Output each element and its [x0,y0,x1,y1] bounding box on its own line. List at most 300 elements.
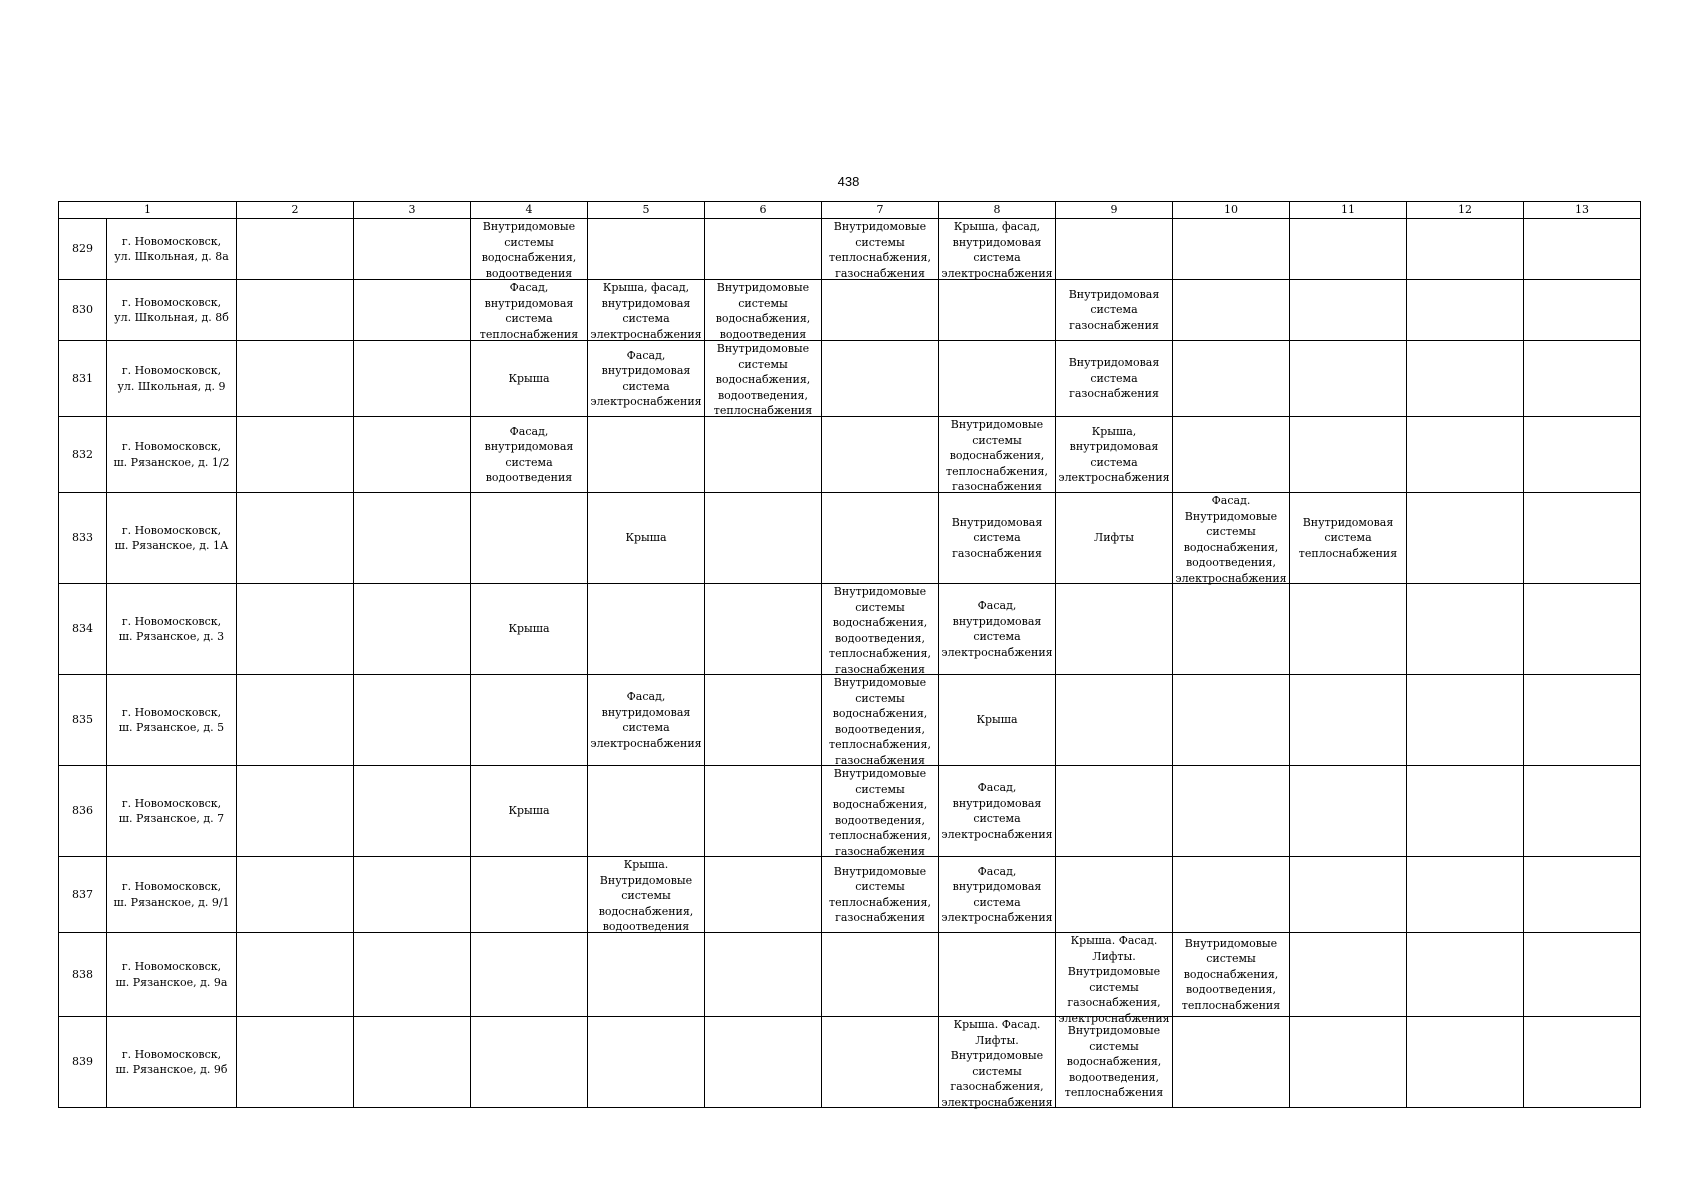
cell-text-line: теплоснабжения, [946,464,1048,478]
work-cell [471,766,588,857]
column-header: 9 [1056,202,1173,219]
cell-text-line: Фасад, [626,348,666,362]
cell-text-line: Внутридомовая [951,515,1043,529]
cell-text-line: Фасад, [977,781,1017,794]
cell-text-line: система [505,312,553,325]
work-cell [1056,584,1173,675]
col-3-cell [354,493,471,584]
work-cell [822,584,939,675]
work-cell [588,857,705,933]
work-cell [1290,675,1407,766]
row-number: 835 [59,675,107,766]
work-cell-text [824,584,936,674]
work-cell-text [941,598,1053,660]
table-row [59,857,1641,933]
work-cell [822,766,939,857]
col-3-cell [354,584,471,675]
row-number: 836 [59,766,107,857]
work-cell [705,219,822,280]
col-3-cell [354,766,471,857]
cell-text-line: ш. Рязанское, д. 9а [115,975,228,989]
cell-text-line: система [622,312,670,325]
work-cell-text [824,766,936,856]
cell-text-line: Внутридомовые [1184,936,1278,950]
work-cell [1173,766,1290,857]
work-cell [1056,857,1173,933]
work-cell [1173,341,1290,417]
cell-text-line: система [1090,303,1138,317]
cell-text-line: системы [504,235,554,249]
work-cell [1290,341,1407,417]
work-cell [822,675,939,766]
cell-text-line: электроснабжения [590,736,702,750]
col-2-cell [237,1017,354,1108]
cell-text-line: система [622,379,670,393]
cell-text-line: Крыша, [1091,424,1137,438]
cell-text-line: водоотведения, [834,813,925,827]
cell-text-line: Внутридомовые [599,873,693,887]
work-cell [471,857,588,933]
cell-text-line: системы [1089,980,1139,994]
col-3-cell [354,417,471,493]
cell-text-line: теплоснабжения [479,327,579,341]
work-cell [1524,341,1641,417]
cell-text-line: водоотведения [485,266,573,280]
cell-text-line: ул. Школьная, д. 9 [117,379,226,393]
work-cell [1290,280,1407,341]
work-cell [471,219,588,280]
cell-text-line: газоснабжения [835,266,925,280]
work-cell [1056,766,1173,857]
work-cell-text [1175,936,1287,1014]
cell-text-line: ш. Рязанское, д. 3 [118,630,225,643]
cell-text-line: электроснабжения [590,395,702,408]
cell-text-line: внутридомовая [952,796,1042,810]
work-cell [1173,857,1290,933]
work-cell [588,219,705,280]
cell-text-line: газоснабжения, [950,1080,1044,1093]
cell-text-line: внутридомовая [1069,440,1159,453]
work-cell [1056,1017,1173,1108]
work-cell [1407,341,1524,417]
cell-text-line: водоотведения [602,920,690,933]
work-cell-text [1058,933,1170,1025]
col-3-cell [354,857,471,933]
work-cell [1056,417,1173,493]
work-cell-text [590,530,702,546]
cell-text-line: электроснабжения [1175,571,1287,585]
work-cell [1524,857,1641,933]
cell-text-line: системы [972,1064,1022,1078]
cell-text-line: система [1090,455,1138,469]
table-row [59,280,1641,341]
cell-text-line: водоотведения, [1068,1070,1159,1084]
cell-text-line: система [622,721,670,734]
work-cell [1173,493,1290,584]
work-cell [1290,417,1407,493]
cell-text-line: водоотведения [719,327,807,341]
cell-text-line: система [1090,371,1138,385]
work-cell [705,933,822,1017]
work-cell [1173,584,1290,675]
column-header: 7 [822,202,939,219]
address-cell [107,584,237,675]
row-number: 838 [59,933,107,1017]
cell-text-line: водоснабжения, [949,449,1045,462]
cell-text-line: электроснабжения [941,1095,1053,1109]
cell-text-line: водоотведения [485,471,573,484]
work-cell [705,675,822,766]
work-cell [1173,417,1290,493]
work-cell [588,766,705,857]
work-cell [1407,766,1524,857]
work-cell [1173,933,1290,1017]
cell-text-line: Лифты. [975,1033,1019,1047]
cell-text-line: г. Новомосковск, [121,880,222,893]
cell-text-line: Внутридомовые [482,220,576,233]
work-cell [588,584,705,675]
cell-text-line: водоснабжения, [1066,1055,1162,1069]
work-cell [1524,493,1641,584]
table-row [59,219,1641,280]
cell-text-line: ш. Рязанское, д. 1/2 [113,455,230,469]
work-cell [1056,933,1173,1025]
work-cell [471,280,588,341]
col-3-cell [354,933,471,1017]
cell-text-line: Внутридомовые [833,676,927,689]
cell-text-line: теплоснабжения [1298,546,1398,560]
cell-text-line: ш. Рязанское, д. 1А [114,539,229,552]
work-cell [705,341,822,417]
work-cell-text [707,341,819,416]
cell-text-line: теплоснабжения [1181,998,1281,1012]
work-cell [939,341,1056,417]
work-cell-text [824,864,936,926]
cell-text-line: г. Новомосковск, [121,705,222,719]
cell-text-line: система [973,895,1021,909]
cell-text-line: водоснабжения, [598,904,694,918]
row-number: 834 [59,584,107,675]
work-cell [939,219,1056,280]
work-cell [1173,219,1290,280]
cell-text-line: Фасад, [977,599,1017,612]
work-cell-text [941,417,1053,492]
work-cell [1290,933,1407,1017]
cell-text-line: водоснабжения, [715,373,811,386]
work-cell-text [473,803,585,819]
cell-text-line: Крыша [625,531,667,545]
cell-text-line: теплоснабжения, [829,251,931,264]
col-2-cell [237,857,354,933]
work-cell [705,766,822,857]
cell-text-line: Внутридомовые [833,767,927,780]
work-cell-text [941,864,1053,926]
cell-text-line: внутридомовая [601,364,691,377]
work-cell [1524,417,1641,493]
cell-text-line: водоснабжения, [832,798,928,811]
cell-text-line: водоснабжения, [481,251,577,264]
cell-text-line: Крыша. [623,858,669,871]
work-cell [588,493,705,584]
work-cell [939,493,1056,584]
cell-text-line: Крыша [976,713,1018,727]
col-3-cell [354,280,471,341]
work-cell-text [1292,515,1404,562]
work-cell [1056,219,1173,280]
work-cell-text [473,621,585,637]
work-cell-text [473,424,585,486]
cell-text-line: Крыша, фасад, [953,220,1041,233]
col-2-cell [237,280,354,341]
address-cell [107,675,237,766]
address-cell [107,1017,237,1108]
col-2-cell [237,766,354,857]
work-cell-text [941,219,1053,279]
cell-text-line: водоснабжения, [1183,540,1279,554]
work-cell-text [473,219,585,279]
row-number: 831 [59,341,107,417]
work-cell [1290,584,1407,675]
work-cell [471,1017,588,1108]
work-cell [588,280,705,341]
work-cell [939,280,1056,341]
work-cell [1056,675,1173,766]
table-row [59,584,1641,675]
work-cell [1524,280,1641,341]
work-cell-text [824,219,936,279]
work-cell [822,280,939,341]
work-cell [1407,493,1524,584]
cell-text-line: системы [855,880,905,893]
cell-text-line: г. Новомосковск, [121,295,222,309]
cell-text-line: газоснабжения [1069,387,1159,401]
work-cell [1524,1017,1641,1108]
work-cell [939,857,1056,933]
work-cell [1407,1017,1524,1108]
address-cell [107,341,237,417]
cell-text-line: г. Новомосковск, [121,364,222,377]
page-number: 438 [837,174,860,189]
work-cell [705,280,822,341]
work-cell [705,417,822,493]
table-row [59,933,1641,1017]
column-header: 5 [588,202,705,219]
work-cell [588,933,705,1017]
work-cell [939,675,1056,766]
col-3-cell [354,219,471,280]
cell-text-line: Внутридомовая [1302,515,1394,529]
cell-text-line: Внутридомовые [833,585,927,598]
col-2-cell [237,493,354,584]
column-header: 6 [705,202,822,219]
work-cell-text [824,675,936,765]
cell-text-line: Фасад. [1211,494,1251,507]
cell-text-line: водоснабжения, [715,312,811,325]
column-header: 8 [939,202,1056,219]
cell-text-line: теплоснабжения, [829,895,931,909]
cell-text-line: газоснабжения [835,844,925,858]
cell-text-line: газоснабжения, [1067,996,1161,1009]
work-cell-text [1058,530,1170,546]
cell-text-line: водоснабжения, [1183,967,1279,981]
col-3-cell [354,341,471,417]
cell-text-line: электроснабжения [590,327,702,341]
cell-text-line: системы [738,357,788,371]
work-cell [822,493,939,584]
work-cell [1173,1017,1290,1108]
cell-text-line: г. Новомосковск, [121,796,222,810]
cell-text-line: теплоснабжения [713,404,813,417]
cell-text-line: Крыша, фасад, [602,281,690,294]
cell-text-line: г. Новомосковск, [121,440,222,453]
cell-text-line: Внутридомовые [833,864,927,878]
cell-text-line: Внутридомовые [950,418,1044,431]
cell-text-line: системы [1206,525,1256,538]
col-2-cell [237,933,354,1017]
cell-text-line: г. Новомосковск, [121,1047,222,1061]
work-cell [822,341,939,417]
cell-text-line: газоснабжения [835,911,925,924]
cell-text-line: система [973,531,1021,545]
column-header: 4 [471,202,588,219]
cell-text-line: Внутридомовые [1067,1024,1161,1038]
work-cell [1290,493,1407,584]
col-3-cell [354,1017,471,1108]
cell-text-line: электроснабжения [1058,471,1170,484]
cell-text-line: водоснабжения, [832,616,928,629]
work-cell [822,933,939,1017]
cell-text-line: система [973,812,1021,825]
cell-text-line: водоотведения, [834,631,925,645]
cell-text-line: ш. Рязанское, д. 5 [118,721,225,734]
table-row [59,341,1641,417]
work-cell [822,219,939,280]
work-cell [471,341,588,417]
column-header: 3 [354,202,471,219]
work-cell-text [1058,424,1170,486]
cell-text-line: Внутридомовые [833,220,927,233]
work-cell [822,857,939,933]
cell-text-line: теплоснабжения, [829,829,931,842]
address-cell [107,933,237,1017]
work-cell [1524,933,1641,1017]
work-cell-text [590,857,702,932]
address-cell [107,417,237,493]
work-cell-text [590,689,702,751]
row-number: 837 [59,857,107,933]
work-cell [1407,219,1524,280]
col-3-cell [354,675,471,766]
cell-text-line: Внутридомовые [716,281,810,294]
column-header: 1 [59,202,237,219]
table-header [59,202,1641,219]
cell-text-line: ш. Рязанское, д. 7 [118,812,225,825]
cell-text-line: ш. Рязанское, д. 9б [115,1063,228,1076]
cell-text-line: Фасад, [626,690,666,703]
cell-text-line: Крыша [508,622,550,636]
row-number: 839 [59,1017,107,1108]
cell-text-line: внутридомовая [601,705,691,719]
cell-text-line: ш. Рязанское, д. 9/1 [113,895,230,909]
cell-text-line: внутридомовая [601,296,691,310]
cell-text-line: внутридомовая [484,440,574,453]
work-cell [822,1017,939,1108]
work-cell [1524,766,1641,857]
work-cell [1407,933,1524,1017]
cell-text-line: Лифты [1094,531,1134,545]
cell-text-line: системы [738,296,788,310]
work-cell [588,1017,705,1108]
cell-text-line: Внутридомовая [1068,287,1160,301]
work-cell [939,1017,1056,1108]
cell-text-line: система [1324,531,1372,545]
work-cell-text [941,1017,1053,1107]
cell-text-line: Крыша [508,804,550,818]
work-cell [705,1017,822,1108]
work-cell-text [590,280,702,340]
work-cell [588,417,705,493]
work-cell [1407,280,1524,341]
cell-text-line: электроснабжения [941,645,1053,659]
address-cell [107,857,237,933]
work-cell [1407,857,1524,933]
cell-text-line: системы [972,433,1022,447]
table-row [59,766,1641,857]
cell-text-line: газоснабжения [835,662,925,676]
cell-text-line: ул. Школьная, д. 8а [114,250,229,263]
work-cell [1407,675,1524,766]
work-cell [471,584,588,675]
col-2-cell [237,417,354,493]
cell-text-line: внутридомовая [952,880,1042,893]
work-cell [471,493,588,584]
work-cell-text [1175,493,1287,583]
col-2-cell [237,219,354,280]
work-cell [1056,280,1173,341]
work-cell [1173,675,1290,766]
cell-text-line: Внутридомовые [716,342,810,355]
cell-text-line: водоотведения, [717,388,808,402]
cell-text-line: газоснабжения [952,480,1042,493]
cell-text-line: системы [855,691,905,705]
work-cell [705,857,822,933]
cell-text-line: Фасад, [509,424,549,438]
work-cell [1290,766,1407,857]
cell-text-line: внутридомовая [952,614,1042,628]
work-cell [705,584,822,675]
address-cell [107,766,237,857]
cell-text-line: системы [1089,1039,1139,1053]
cell-text-line: системы [855,235,905,249]
column-header: 2 [237,202,354,219]
cell-text-line: г. Новомосковск, [121,960,222,973]
work-cell [1524,675,1641,766]
cell-text-line: системы [621,889,671,902]
cell-text-line: Внутридомовые [1067,965,1161,978]
work-cell [471,417,588,493]
table-row [59,675,1641,766]
work-cell [939,417,1056,493]
work-cell [1407,417,1524,493]
work-cell-text [1058,1023,1170,1101]
work-cell-text [1058,287,1170,334]
column-number-row [59,202,1641,219]
table-body [59,219,1641,1108]
cell-text-line: система [505,455,553,469]
table-row [59,417,1641,493]
table-row [59,493,1641,584]
work-cell-text [941,780,1053,842]
